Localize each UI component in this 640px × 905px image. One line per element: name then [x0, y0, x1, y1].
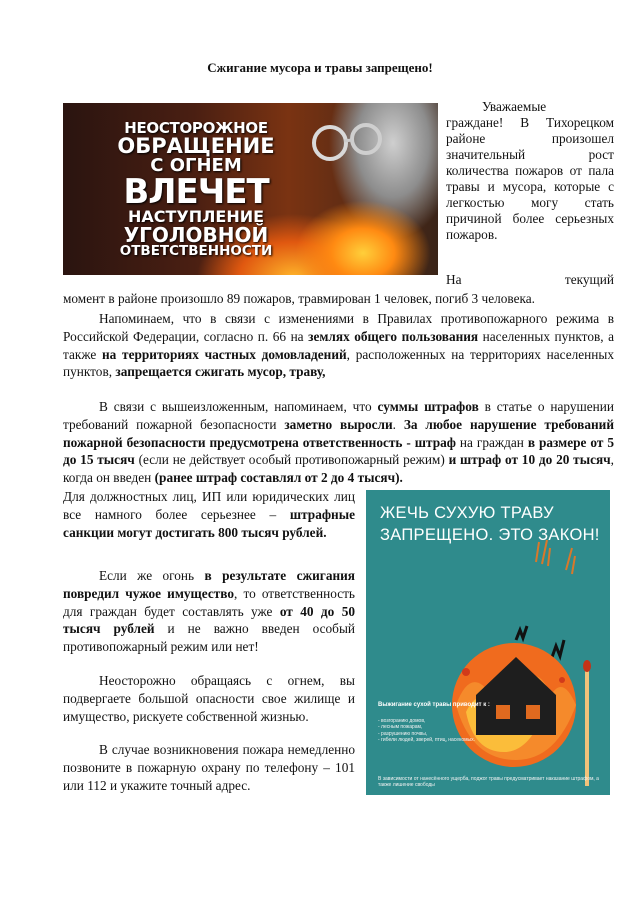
intro-text: [446, 99, 614, 243]
paragraph-property-damage: [63, 567, 355, 656]
poster-line: ВЛЕЧЕТ: [123, 172, 269, 212]
poster-line: НЕОСТОРОЖНОЕ: [124, 119, 268, 137]
bold-run: в размере от 5 до 15 тысяч: [63, 434, 615, 468]
poster-line: С ОГНЕМ: [150, 155, 242, 176]
bold-run: землях общего пользования: [308, 328, 479, 344]
text-run: .: [392, 416, 404, 432]
text-run: и не важно введен особый противопожарный режим или нет!: [63, 621, 355, 655]
bold-run: штрафные санкции могут достигать 800 тысяч рублей.: [63, 506, 355, 540]
poster-line: УГОЛОВНОЙ: [123, 223, 269, 247]
text-run: В связи с вышеизложенным, напоминаем, что: [99, 399, 378, 414]
bold-run: За любое нарушение требований пожарной безопасности предусмотрена ответственность - штраф: [63, 416, 614, 450]
text-run: населенных пунктов, а также: [63, 328, 614, 362]
text-run: , то ответственность для граждан будет составлять уже: [63, 585, 355, 619]
page-title: Сжигание мусора и травы запрещено!: [207, 60, 433, 75]
text-run: Для должностных лиц, ИП или юридических лиц все намного более серьезнее –: [63, 489, 355, 522]
no-grass-burning-poster: [366, 490, 610, 795]
paragraph-danger: Неосторожно обращаясь с огнем, вы подвергаете большой опасности свое жилище и имущество, рискуете собственной жизнью.: [63, 673, 355, 724]
handcuffs-icon: [308, 113, 388, 173]
consequence-item: - лесным пожарам,: [378, 724, 423, 731]
paragraph-regulations: [63, 310, 614, 381]
consequence-item: - гибели людей, зверей, птиц, насекомых.: [378, 737, 476, 744]
text-run: , расположенных на территориях населенных пунктов,: [63, 346, 615, 380]
bold-run: заметно выросли: [284, 416, 393, 432]
bold-run: запрещается сжигать мусор, траву,: [115, 364, 326, 380]
poster-consequences-list: [378, 718, 498, 744]
bold-run: суммы штрафов: [377, 399, 479, 414]
poster-line: ОТВЕТСТВЕННОСТИ: [119, 243, 273, 259]
consequence-item: - возгоранию домов,: [378, 718, 426, 724]
intro-body: граждане! В Тихорецком районе произошел значительный рост количества пожаров от пала травы и мусора, которые с легкостью могу стать причиной более серьезных пожаров.: [446, 115, 614, 242]
bold-run: от 40 до 50 тысяч рублей: [63, 603, 356, 637]
text-run: на граждан: [455, 434, 528, 450]
consequence-item: - разрушению почвы,: [378, 730, 428, 737]
poster-line: НАСТУПЛЕНИЕ: [127, 207, 265, 226]
burning-house-illustration: [366, 490, 610, 795]
intro-next-start: [446, 272, 614, 288]
poster-warning-text: [91, 121, 301, 259]
poster-headline: ЖЕЧЬ СУХУЮ ТРАВУ ЗАПРЕЩЕНО. ЭТО ЗАКОН!: [380, 504, 600, 544]
text-run: в статье о нарушении требований пожарной безопасности: [63, 399, 615, 432]
text-run: (если не действует особый противопожарный режим): [134, 452, 449, 468]
bold-run: в результате сжигания повредил чужое имущество: [63, 568, 355, 601]
paragraph-fines: [63, 398, 614, 487]
text-run: Напоминаем, что в связи с изменениями в Правилах противопожарного режима в Российской Федерации, согласно п. 66 на: [63, 311, 614, 344]
poster-subhead: Выжигание сухой травы приводит к :: [378, 702, 490, 708]
paragraph-fines-continued: [63, 488, 355, 541]
bold-run: на территориях частных домовладений: [102, 346, 347, 362]
text-run: Если же огонь: [99, 568, 205, 583]
greeting: Уважаемые: [482, 99, 547, 114]
bold-run: и штраф от 10 до 20 тысяч: [448, 452, 611, 468]
bold-run: (ранее штраф составлял от 2 до 4 тысяч).: [154, 470, 403, 486]
poster-footer: В зависимости от нанесённого ущерба, поджог травы предусматривает наказание штрафом, а также лишение свободы: [378, 776, 599, 789]
intro-next-word: На текущий: [446, 272, 614, 287]
text-run: , когда он введен: [63, 452, 614, 486]
paragraph-emergency-call: В случае возникновения пожара немедленно позвоните в пожарную охрану по телефону – 101 или 112 и укажите точный адрес.: [63, 742, 355, 793]
intro-continuation: момент в районе произошло 89 пожаров, травмирован 1 человек, погиб 3 человека.: [63, 291, 535, 306]
poster-line: ОБРАЩЕНИЕ: [117, 134, 275, 158]
warning-poster-image: [63, 103, 438, 275]
